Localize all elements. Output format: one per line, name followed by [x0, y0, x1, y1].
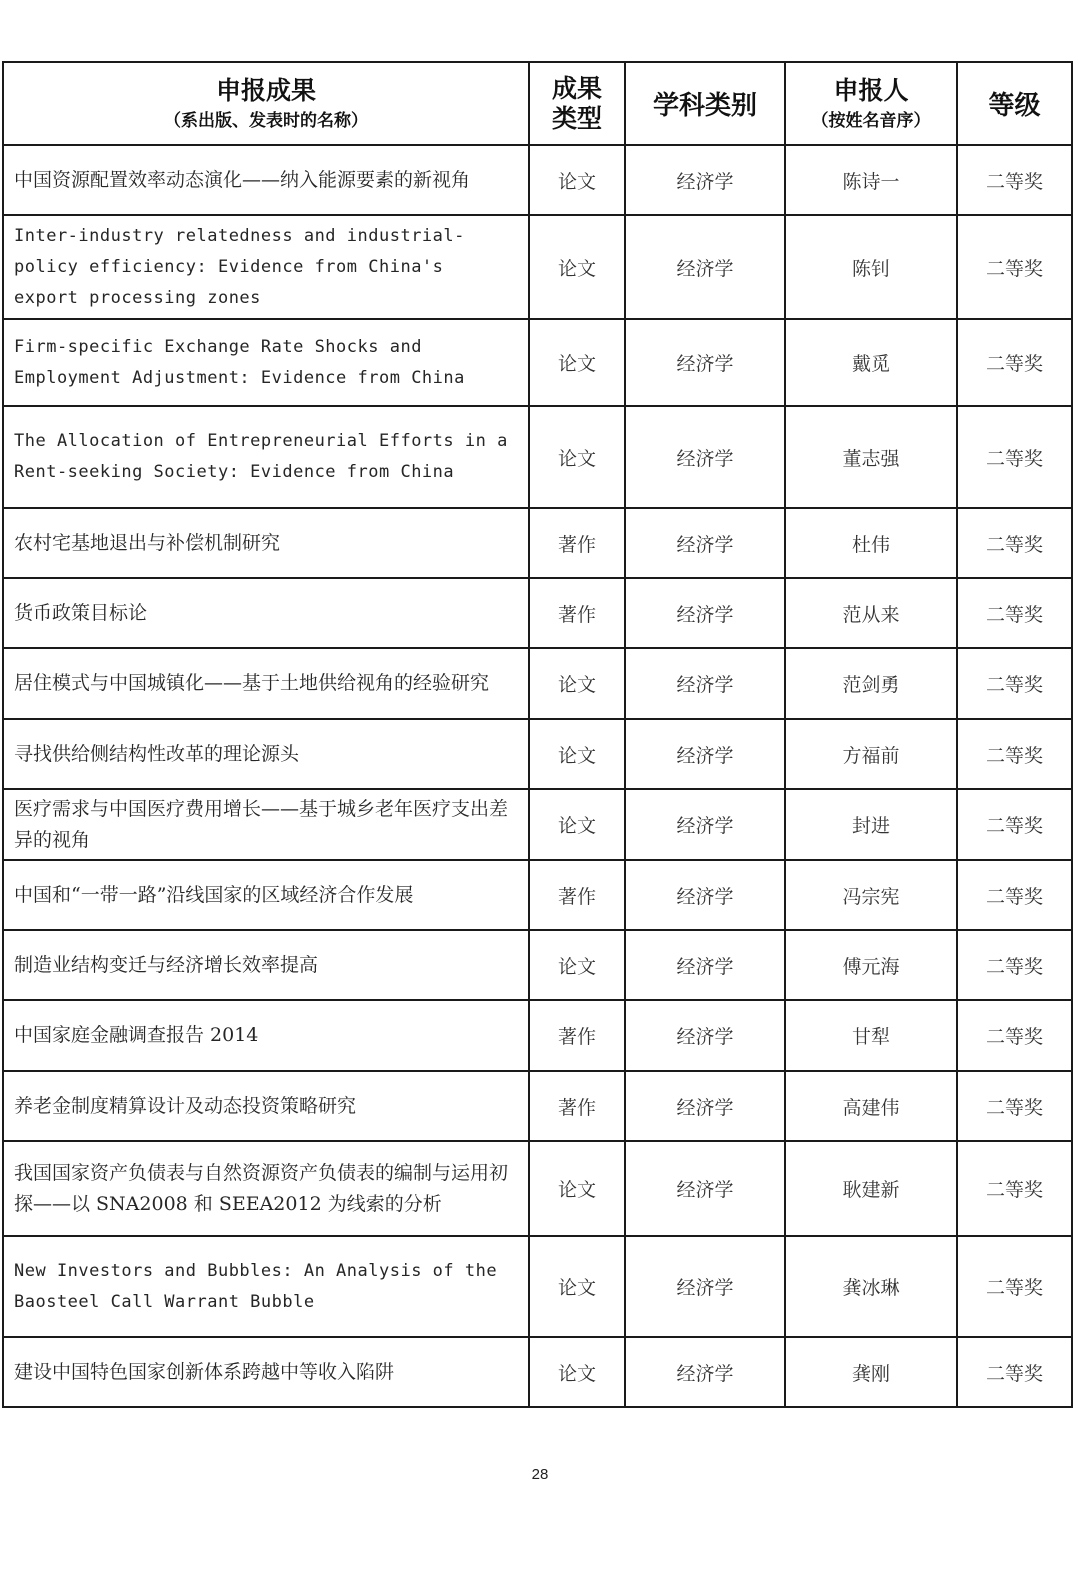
header-discipline: 学科类别	[625, 62, 785, 145]
table-row	[3, 1071, 1072, 1141]
grade-cell: 二等奖	[957, 1141, 1072, 1236]
discipline-cell: 经济学	[625, 1337, 785, 1407]
type-cell: 论文	[529, 215, 625, 319]
discipline-cell: 经济学	[625, 508, 785, 578]
grade-cell: 二等奖	[957, 215, 1072, 319]
title-cell: 中国和“一带一路”沿线国家的区域经济合作发展	[3, 860, 529, 930]
grade-cell: 二等奖	[957, 789, 1072, 860]
applicant-cell: 封进	[785, 789, 957, 860]
grade-cell: 二等奖	[957, 1071, 1072, 1141]
header-grade: 等级	[957, 62, 1072, 145]
discipline-cell: 经济学	[625, 1071, 785, 1141]
title-cell: New Investors and Bubbles: An Analysis of the Baosteel Call Warrant Bubble	[3, 1236, 529, 1337]
grade-cell: 二等奖	[957, 860, 1072, 930]
type-cell: 著作	[529, 860, 625, 930]
table-row	[3, 648, 1072, 719]
applicant-cell: 陈钊	[785, 215, 957, 319]
grade-cell: 二等奖	[957, 508, 1072, 578]
applicant-cell: 方福前	[785, 719, 957, 789]
header-type: 成果 类型	[529, 62, 625, 145]
type-cell: 著作	[529, 508, 625, 578]
title-cell: 养老金制度精算设计及动态投资策略研究	[3, 1071, 529, 1141]
discipline-cell: 经济学	[625, 319, 785, 406]
table-row	[3, 1236, 1072, 1337]
title-cell: 我国国家资产负债表与自然资源资产负债表的编制与运用初探——以 SNA2008 和 SEEA2012 为线索的分析	[3, 1141, 529, 1236]
title-cell: 中国资源配置效率动态演化——纳入能源要素的新视角	[3, 145, 529, 215]
table-row	[3, 1000, 1072, 1071]
discipline-cell: 经济学	[625, 578, 785, 648]
title-cell: 寻找供给侧结构性改革的理论源头	[3, 719, 529, 789]
discipline-cell: 经济学	[625, 860, 785, 930]
applicant-cell: 杜伟	[785, 508, 957, 578]
type-cell: 论文	[529, 1236, 625, 1337]
applicant-cell: 耿建新	[785, 1141, 957, 1236]
title-cell: 货币政策目标论	[3, 578, 529, 648]
type-cell: 论文	[529, 648, 625, 719]
title-cell: 医疗需求与中国医疗费用增长——基于城乡老年医疗支出差异的视角	[3, 789, 529, 860]
applicant-cell: 董志强	[785, 406, 957, 508]
table-row	[3, 578, 1072, 648]
discipline-cell: 经济学	[625, 215, 785, 319]
discipline-cell: 经济学	[625, 930, 785, 1000]
discipline-cell: 经济学	[625, 1000, 785, 1071]
type-cell: 论文	[529, 789, 625, 860]
grade-cell: 二等奖	[957, 648, 1072, 719]
type-cell: 论文	[529, 1337, 625, 1407]
discipline-cell: 经济学	[625, 1236, 785, 1337]
table-row	[3, 719, 1072, 789]
title-cell: Firm-specific Exchange Rate Shocks and Employment Adjustment: Evidence from China	[3, 319, 529, 406]
applicant-cell: 甘犁	[785, 1000, 957, 1071]
type-cell: 著作	[529, 1071, 625, 1141]
title-cell: 中国家庭金融调查报告 2014	[3, 1000, 529, 1071]
discipline-cell: 经济学	[625, 719, 785, 789]
table-row	[3, 319, 1072, 406]
type-cell: 论文	[529, 930, 625, 1000]
grade-cell: 二等奖	[957, 719, 1072, 789]
page-number: 28	[531, 1466, 549, 1483]
title-cell: 建设中国特色国家创新体系跨越中等收入陷阱	[3, 1337, 529, 1407]
table-row	[3, 508, 1072, 578]
discipline-cell: 经济学	[625, 789, 785, 860]
table-row	[3, 145, 1072, 215]
table-row	[3, 1141, 1072, 1236]
grade-cell: 二等奖	[957, 578, 1072, 648]
table-header-row	[3, 62, 1072, 145]
grade-cell: 二等奖	[957, 1337, 1072, 1407]
applicant-cell: 陈诗一	[785, 145, 957, 215]
grade-cell: 二等奖	[957, 145, 1072, 215]
applicant-cell: 傅元海	[785, 930, 957, 1000]
type-cell: 论文	[529, 1141, 625, 1236]
table-row	[3, 215, 1072, 319]
applicant-cell: 范剑勇	[785, 648, 957, 719]
grade-cell: 二等奖	[957, 406, 1072, 508]
type-cell: 论文	[529, 719, 625, 789]
discipline-cell: 经济学	[625, 145, 785, 215]
type-cell: 著作	[529, 578, 625, 648]
grade-cell: 二等奖	[957, 1000, 1072, 1071]
grade-cell: 二等奖	[957, 319, 1072, 406]
table-row	[3, 1337, 1072, 1407]
header-applicant: 申报人 （按姓名音序）	[785, 62, 957, 145]
title-cell: 制造业结构变迁与经济增长效率提高	[3, 930, 529, 1000]
type-cell: 著作	[529, 1000, 625, 1071]
title-cell: The Allocation of Entrepreneurial Efforts in a Rent-seeking Society: Evidence from China	[3, 406, 529, 508]
title-cell: Inter-industry relatedness and industrial-policy efficiency: Evidence from China's export processing zones	[3, 215, 529, 319]
discipline-cell: 经济学	[625, 1141, 785, 1236]
table-row	[3, 789, 1072, 860]
table-row	[3, 860, 1072, 930]
table-row	[3, 930, 1072, 1000]
type-cell: 论文	[529, 319, 625, 406]
applicant-cell: 龚冰琳	[785, 1236, 957, 1337]
grade-cell: 二等奖	[957, 930, 1072, 1000]
table-row	[3, 406, 1072, 508]
grade-cell: 二等奖	[957, 1236, 1072, 1337]
applicant-cell: 范从来	[785, 578, 957, 648]
discipline-cell: 经济学	[625, 648, 785, 719]
type-cell: 论文	[529, 145, 625, 215]
type-cell: 论文	[529, 406, 625, 508]
title-cell: 居住模式与中国城镇化——基于土地供给视角的经验研究	[3, 648, 529, 719]
applicant-cell: 高建伟	[785, 1071, 957, 1141]
header-achievement: 申报成果 （系出版、发表时的名称）	[3, 62, 529, 145]
awards-table	[2, 61, 1073, 1408]
discipline-cell: 经济学	[625, 406, 785, 508]
applicant-cell: 冯宗宪	[785, 860, 957, 930]
title-cell: 农村宅基地退出与补偿机制研究	[3, 508, 529, 578]
applicant-cell: 龚刚	[785, 1337, 957, 1407]
applicant-cell: 戴觅	[785, 319, 957, 406]
